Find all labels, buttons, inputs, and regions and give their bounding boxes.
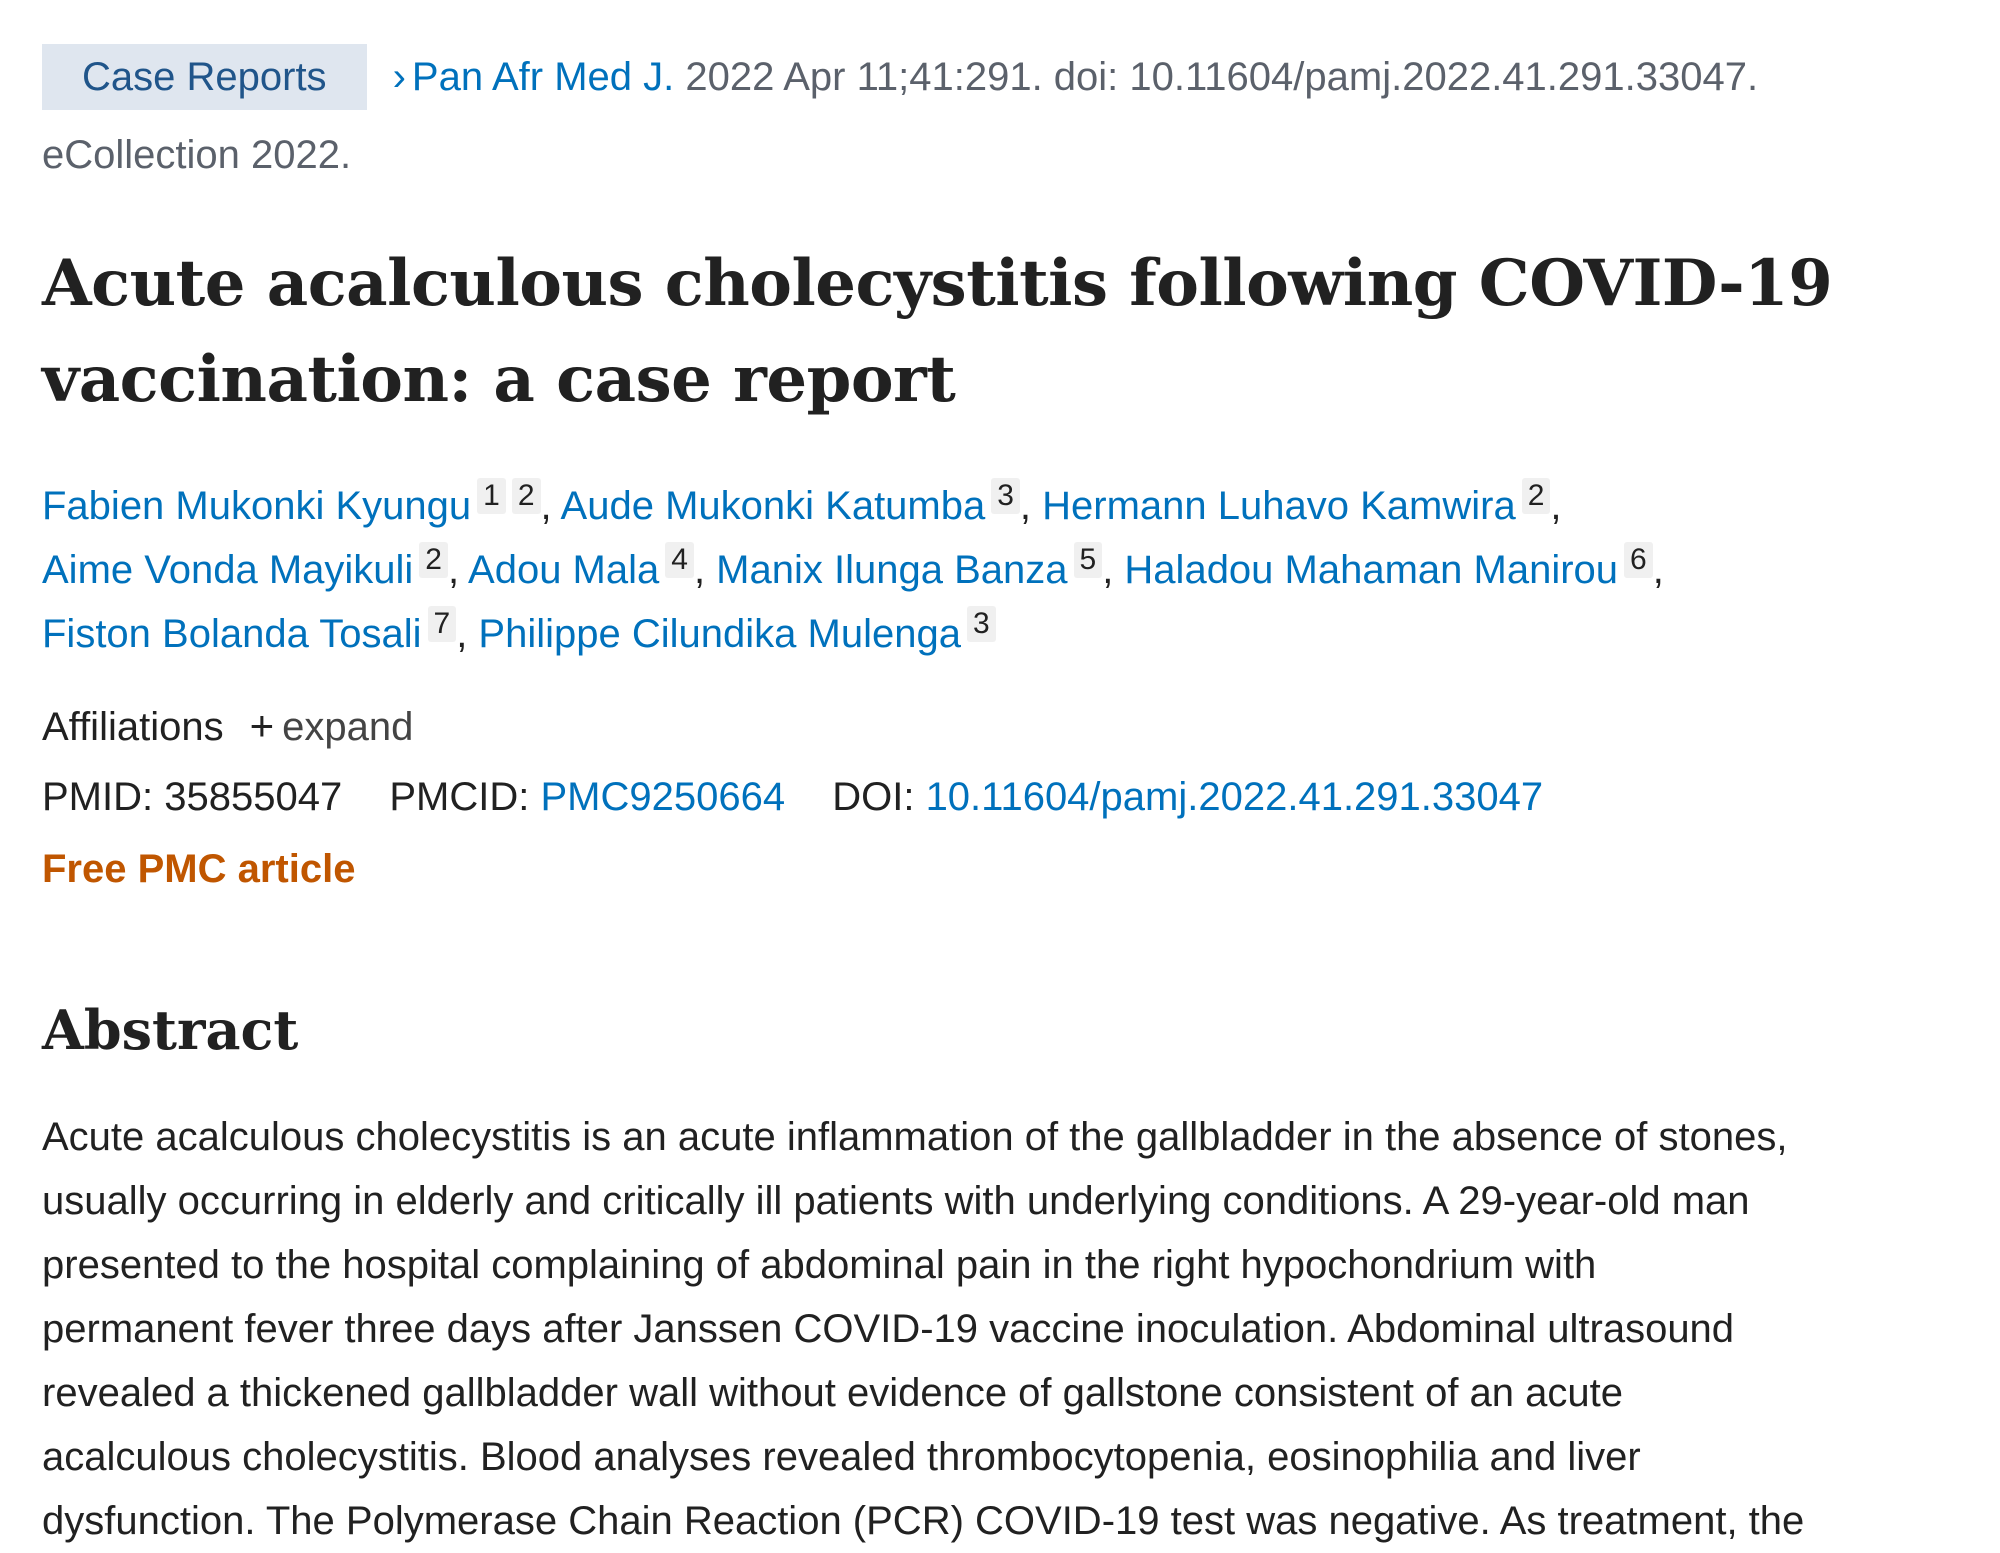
identifiers <box>42 767 1958 827</box>
author-link[interactable]: Aime Vonda Mayikuli <box>42 548 414 592</box>
affiliation-ref[interactable]: 2 <box>1522 478 1551 514</box>
pmid-value: 35855047 <box>164 775 343 819</box>
author-link[interactable]: Manix Ilunga Banza <box>716 548 1068 592</box>
abstract-text <box>42 1105 1958 1553</box>
affiliation-ref[interactable]: 1 <box>477 478 506 514</box>
affiliation-ref[interactable]: 3 <box>967 606 996 642</box>
author-link[interactable]: Fiston Bolanda Tosali <box>42 612 422 656</box>
doi-link[interactable]: 10.11604/pamj.2022.41.291.33047 <box>925 775 1544 819</box>
author-link[interactable]: Hermann Luhavo Kamwira <box>1042 484 1516 528</box>
abstract-line: presented to the hospital complaining of abdominal pain in the right hypochondrium with <box>42 1243 1597 1287</box>
affiliations-label: Affiliations <box>42 705 224 749</box>
author-link[interactable]: Aude Mukonki Katumba <box>560 484 986 528</box>
affiliation-ref[interactable]: 2 <box>512 478 541 514</box>
title-line: vaccination: a case report <box>42 342 956 417</box>
affiliations-toggle[interactable] <box>42 696 1958 757</box>
free-pmc-article-badge[interactable]: Free PMC article <box>42 847 356 891</box>
chevron-right-icon: › <box>392 55 406 99</box>
abstract-line: Acute acalculous cholecystitis is an acute inflammation of the gallbladder in the absence of stones, <box>42 1115 1788 1159</box>
abstract-line: acalculous cholecystitis. Blood analyses revealed thrombocytopenia, eosinophilia and liver <box>42 1435 1641 1479</box>
affiliation-ref[interactable]: 4 <box>665 542 694 578</box>
citation-details: 2022 Apr 11;41:291. doi: 10.11604/pamj.2022.41.291.33047. <box>674 55 1759 99</box>
author-link[interactable]: Adou Mala <box>468 548 660 592</box>
ecollection-text: eCollection 2022. <box>42 133 352 177</box>
affiliation-ref[interactable]: 7 <box>428 606 457 642</box>
author-list: Fabien Mukonki Kyungu 1 2 , Aude Mukonki Katumba 3 , Hermann Luhavo Kamwira 2 , Aime Vonda Mayikuli 2 , Adou Mala 4 , Manix Ilunga Banza 5 , Haladou Mahaman Manirou 6 , Fiston Bolanda Tosali 7 , Philippe Cilundika Mulenga 3 <box>42 479 1664 656</box>
title-line: Acute acalculous cholecystitis following COVID-19 <box>42 246 1833 321</box>
affiliation-ref[interactable]: 6 <box>1624 542 1653 578</box>
author-link[interactable]: Haladou Mahaman Manirou <box>1124 548 1619 592</box>
case-reports-badge[interactable]: Case Reports <box>42 44 367 110</box>
expand-link[interactable]: expand <box>282 705 414 749</box>
doi-label: DOI: <box>832 775 915 819</box>
affiliation-ref[interactable]: 5 <box>1074 542 1103 578</box>
abstract-line: dysfunction. The Polymerase Chain Reaction (PCR) COVID-19 test was negative. As treatment, the <box>42 1499 1805 1543</box>
pmcid-label: PMCID: <box>389 775 530 819</box>
abstract-line: revealed a thickened gallbladder wall without evidence of gallstone consistent of an acute <box>42 1371 1624 1415</box>
abstract-heading: Abstract <box>42 998 299 1062</box>
pmcid-link[interactable]: PMC9250664 <box>540 775 786 819</box>
abstract-line: usually occurring in elderly and critically ill patients with underlying conditions. A 29-year-old man <box>42 1179 1750 1223</box>
affiliation-ref[interactable]: 3 <box>991 478 1020 514</box>
author-link[interactable]: Philippe Cilundika Mulenga <box>478 612 961 656</box>
citation-line <box>42 38 1958 194</box>
journal-link[interactable]: Pan Afr Med J. <box>411 55 675 99</box>
affiliation-ref[interactable]: 2 <box>419 542 448 578</box>
article-title <box>42 236 1958 428</box>
author-link[interactable]: Fabien Mukonki Kyungu <box>42 484 472 528</box>
pmid-label: PMID: <box>42 775 154 819</box>
plus-icon: + <box>249 702 275 749</box>
abstract-line: permanent fever three days after Janssen COVID-19 vaccine inoculation. Abdominal ultrasound <box>42 1307 1735 1351</box>
